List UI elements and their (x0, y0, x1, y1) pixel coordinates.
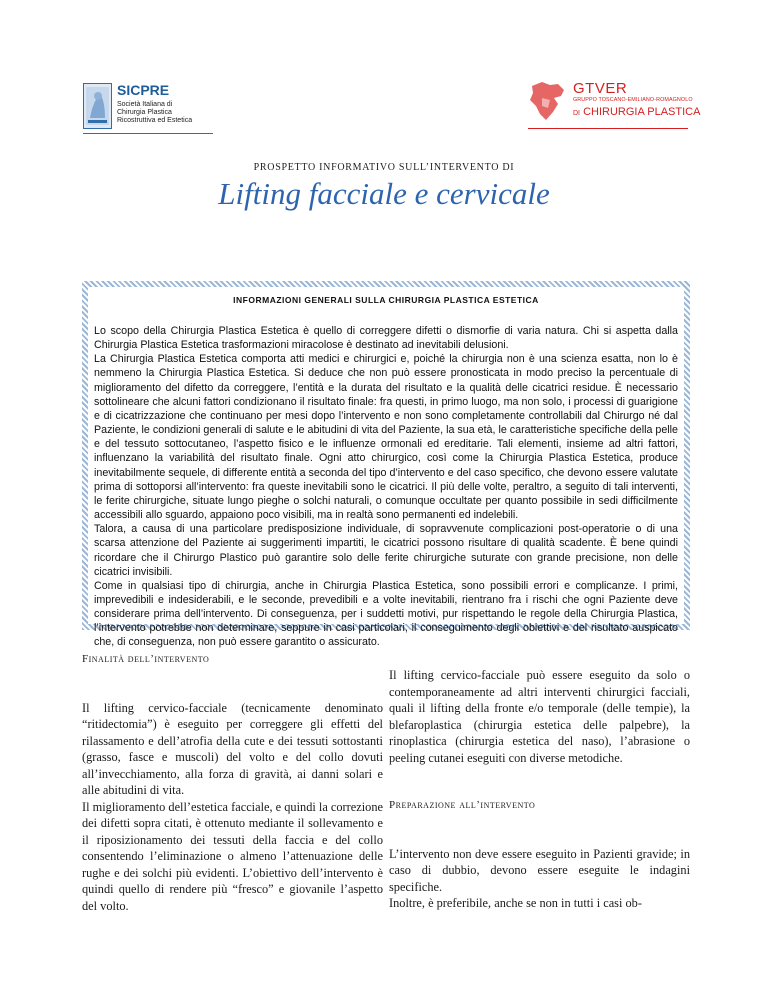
info-paragraph-1: Lo scopo della Chirurgia Plastica Estetica è quello di correggere difetti o dismorfie di varia natura. Chi si aspetta dalla Chirurgia Plastica Estetica trasformazioni miracolose è destinato ad inevitabili delusioni. (94, 325, 678, 352)
sicpre-brand: SICPRE (117, 82, 170, 98)
sicpre-emblem-icon (83, 83, 112, 129)
sicpre-rule (83, 133, 213, 134)
finalita-paragraph-2: Il miglioramento dell’estetica facciale, e quindi la correzione dei difetti sopra citati, è ottenuto mediante il sollevamento e il riposizionamento dei tessuti della faccia e del collo consentendo l’eliminazione o almeno l’attenuazione delle rughe e dei solchi più evidenti. L’obiettivo dell’intervento è quindi quello di rendere più “fresco” e giovanile l’aspetto del volto. (82, 799, 383, 913)
sicpre-logo (83, 83, 213, 129)
preparazione-paragraph-1: L’intervento non deve essere eseguito in Pazienti gravide; in caso di dubbio, devono essere eseguite le indagini specifiche. (389, 846, 690, 894)
gtver-logo (528, 80, 701, 130)
section-heading-finalita: Finalità dell’intervento (82, 653, 210, 665)
info-box-body (94, 324, 678, 650)
gtver-rule (528, 128, 688, 129)
document-kicker: PROSPETTO INFORMATIVO SULL’INTERVENTO DI (253, 162, 515, 173)
info-paragraph-3: Talora, a causa di una particolare predisposizione individuale, di sopravvenute complicazioni post-operatorie o di una scarsa attenzione del Paziente ai suggerimenti impartiti, le cicatrici possono risultare di qualità scadente. È bene quindi ricordare che il Chirurgo Plastico può garantire solo delle ferite chirurgiche suturate con grande precisione, non delle cicatrici invisibili. (94, 523, 678, 578)
right-column (389, 667, 690, 912)
general-info-box (82, 281, 690, 649)
preparazione-paragraph-2: Inoltre, è preferibile, anche se non in tutti i casi ob- (389, 896, 642, 910)
gtver-brand: GTVER (573, 80, 628, 97)
info-paragraph-2: La Chirurgia Plastica Estetica comporta atti medici e chirurgici e, poiché la chirurgia non è una scienza esatta, non lo è nemmeno la Chirurgia Plastica Estetica. Si deduce che non può essere pronosticata in modo preciso la percentuale di miglioramento del difetto da correggere, l’entità e la durata del risultato e la qualità delle cicatrici residue. È necessario sottolineare che alcuni fattori condizionano il risultato finale: fra questi, in primo luogo, ma non solo, i processi di guarigione e di cicatrizzazione che continuano per mesi dopo l’intervento e non sono completamente controllabili dal Chirurgo né dal Paziente, le condizioni generali di salute e le abitudini di vita del Paziente, la sua età, le caratteristiche specifiche della pelle e del tessuto sottocutaneo, l’aspetto fisico e le influenze ormonali ed ereditarie. Tali elementi, insieme ad altri fattori, influenzano la variabilità del risultato finale. Ogni atto chirurgico, così come la Chirurgia Plastica Estetica, produce inevitabilmente sequele, di differente entità a seconda del tipo d’intervento e del caso specifico, che devono essere valutate prima di sottoporsi all’intervento: fra queste inevitabili sono le cicatrici. Il più delle volte, peraltro, a seguito di tali interventi, le ferite chirurgiche, situate lungo pieghe o solchi naturali, o comunque occultate per quanto possibile in sedi difficilmente accessibili allo sguardo, appaiono poco visibili, ma in realtà sono permanenti ed indelebili. (94, 353, 678, 522)
finalita-paragraph-1: Il lifting cervico-facciale (tecnicamente denominato “ritidectomia”) è eseguito per correggere gli effetti del rilassamento e dell’atrofia della cute e dei tessuti sottostanti (grasso, fasce e muscoli) del volto e del collo dovuti all’invecchiamento, alla forza di gravità, ai danni solari e alle abitudini di vita. (82, 700, 383, 797)
info-paragraph-4: Come in qualsiasi tipo di chirurgia, anche in Chirurgia Plastica Estetica, sono possibili errori e complicanze. I primi, imprevedibili e indesiderabili, e le seconde, prevedibili e a volte inevitabili, rientrano fra i rischi che ogni Paziente deve considerare prima dell’intervento. Di conseguenza, per i suddetti motivi, pur rispettando le regole della Chirurgia Plastica, l’intervento potrebbe non determinare, seppure in casi particolari, il conseguimento degli obiettivi e del risultato auspicato che, di conseguenza, non può essere garantito o assicurato. (94, 579, 678, 649)
sicpre-line-1: Società Italiana di (117, 101, 173, 108)
gtver-name-prefix: DI (573, 110, 580, 117)
sicpre-line-2: Chirurgia Plastica (117, 109, 172, 116)
regions-map-icon (528, 80, 568, 122)
section-heading-preparazione: Preparazione all’intervento (389, 799, 536, 811)
info-box-heading: INFORMAZIONI GENERALI SULLA CHIRURGIA PLASTICA ESTETICA (233, 295, 539, 305)
gtver-name (573, 106, 700, 118)
combinato-paragraph: Il lifting cervico-facciale può essere eseguito da solo o contemporaneamente ad altri interventi chirurgici facciali, quali il lifting della fronte e/o temporale (delle tempie), la blefaroplastica (chirurgia estetica delle palpebre), la rinoplastica (chirurgia estetica del naso), l’abrasione o peeling cutanei eseguiti con diverse metodiche. (389, 668, 690, 765)
left-column (82, 651, 383, 914)
gtver-name-main: CHIRURGIA PLASTICA (583, 106, 701, 118)
document-title: Lifting facciale e cervicale (218, 176, 550, 211)
gtver-subtitle: GRUPPO TOSCANO-EMILIANO-ROMAGNOLO (573, 97, 693, 103)
sicpre-line-3: Ricostruttiva ed Estetica (117, 117, 193, 124)
